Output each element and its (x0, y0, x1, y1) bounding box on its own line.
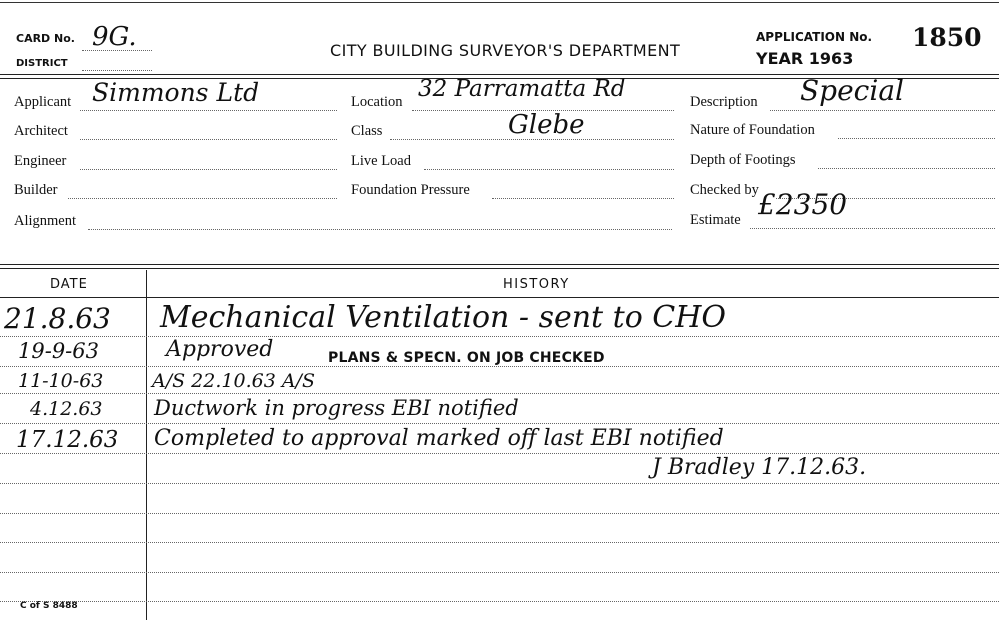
history-header-rule (0, 297, 999, 298)
history-entry: Mechanical Ventilation - sent to CHO (160, 300, 727, 335)
applicant-line (80, 110, 337, 111)
district-line (82, 70, 152, 71)
location-label: Location (351, 94, 403, 110)
builder-line (68, 198, 337, 199)
application-no-label: APPLICATION No. (756, 30, 873, 44)
estimate-label: Estimate (690, 212, 741, 228)
live-load-label: Live Load (351, 153, 411, 169)
engineer-line (80, 169, 337, 170)
nature-of-foundation-label: Nature of Foundation (690, 122, 815, 138)
applicant-value: Simmons Ltd (92, 78, 260, 107)
foundation-pressure-line (492, 198, 674, 199)
history-ruling-8 (0, 542, 999, 543)
description-value: Special (800, 74, 904, 107)
history-ruling-5 (0, 453, 999, 454)
history-ruling-3 (0, 393, 999, 394)
class-label: Class (351, 123, 383, 139)
date-column-divider (146, 270, 147, 620)
history-ruling-4 (0, 423, 999, 424)
history-rule-2 (0, 268, 999, 269)
depth-of-footings-line (818, 168, 995, 169)
history-rule-1 (0, 264, 999, 265)
history-stamp: PLANS & SPECN. ON JOB CHECKED (328, 350, 605, 366)
description-label: Description (690, 94, 758, 110)
alignment-label: Alignment (14, 213, 77, 229)
foundation-pressure-label: Foundation Pressure (351, 182, 470, 198)
history-date: 19-9-63 (18, 339, 99, 363)
top-border (0, 2, 999, 3)
alignment-line (88, 229, 672, 230)
builder-label: Builder (14, 182, 58, 198)
history-date: 17.12.63 (16, 427, 119, 453)
applicant-label: Applicant (14, 94, 72, 110)
history-ruling-10 (0, 601, 999, 602)
history-ruling-7 (0, 513, 999, 514)
nature-of-foundation-line (838, 138, 995, 139)
application-no-value: 1850 (912, 23, 982, 52)
history-entry: Completed to approval marked off last EBI notified (154, 426, 724, 451)
architect-line (80, 139, 337, 140)
card-no-label: CARD No. (16, 32, 75, 45)
card-no-line (82, 50, 152, 51)
history-ruling-6 (0, 483, 999, 484)
history-ruling-2 (0, 366, 999, 367)
estimate-line (750, 228, 995, 229)
history-entry: Approved (166, 337, 274, 362)
live-load-line (424, 169, 674, 170)
history-entry: Ductwork in progress EBI notified (154, 396, 519, 420)
depth-of-footings-label: Depth of Footings (690, 152, 796, 168)
location-value: 32 Parramatta Rd (418, 76, 626, 102)
history-date: 11-10-63 (18, 370, 104, 392)
history-date: 4.12.63 (30, 398, 103, 420)
architect-label: Architect (14, 123, 68, 139)
date-header: DATE (50, 277, 88, 292)
engineer-label: Engineer (14, 153, 67, 169)
description-line (770, 110, 995, 111)
class-line (390, 139, 674, 140)
history-entry: A/S 22.10.63 A/S (152, 370, 315, 392)
card-no-value: 9G. (92, 22, 137, 52)
history-date: 21.8.63 (4, 302, 111, 335)
signature: J Bradley 17.12.63. (652, 455, 867, 480)
district-label: DISTRICT (16, 58, 68, 69)
form-number: C of S 8488 (20, 601, 78, 611)
department-title: CITY BUILDING SURVEYOR'S DEPARTMENT (330, 41, 681, 60)
history-ruling-9 (0, 572, 999, 573)
history-ruling-1 (0, 336, 999, 337)
year-label: YEAR 1963 (756, 49, 854, 68)
location-value-2: Glebe (508, 110, 585, 140)
checked-by-label: Checked by (690, 182, 759, 198)
estimate-value: £2350 (758, 188, 848, 221)
history-header: HISTORY (503, 277, 570, 292)
